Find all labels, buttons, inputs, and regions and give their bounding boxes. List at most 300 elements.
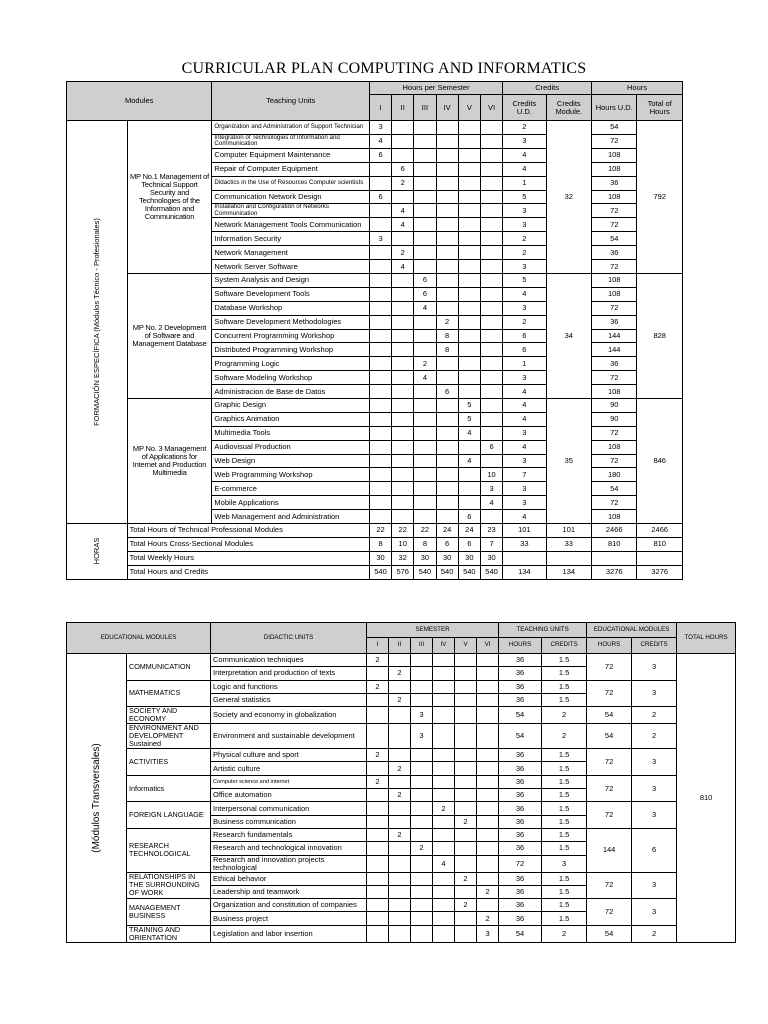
section-label-technical <box>67 121 128 524</box>
module-hours: 72 <box>587 802 632 829</box>
semester-hours <box>480 426 502 440</box>
semester-hours <box>480 232 502 246</box>
credits-ud: 3 <box>503 496 546 510</box>
semester-hours <box>392 399 414 413</box>
module-name: Informatics <box>127 775 211 802</box>
semester-total: 576 <box>392 565 414 579</box>
semester-hours <box>414 176 436 190</box>
semester-hours <box>411 855 433 872</box>
semester-total: 30 <box>414 551 436 565</box>
semester-hours <box>458 287 480 301</box>
didactic-unit: Research and technological innovation <box>211 842 367 855</box>
module-hours: 72 <box>587 775 632 802</box>
semester-hours <box>392 412 414 426</box>
semester-hours <box>389 654 411 667</box>
teaching-unit: Administracion de Base de Datos <box>212 385 370 399</box>
unit-credits: 2 <box>542 925 587 942</box>
header-credits-module: Credits Module. <box>546 95 591 121</box>
semester-hours <box>414 246 436 260</box>
credits-ud: 3 <box>503 218 546 232</box>
semester-hours <box>433 680 455 693</box>
hours-ud: 108 <box>592 510 637 524</box>
header-credits-2: CREDITS <box>632 638 677 654</box>
teaching-unit: Didactics in the Use of Resources Computer scientists <box>212 176 370 190</box>
semester-hours <box>433 815 455 828</box>
header-teaching-units: Teaching Units <box>212 82 370 121</box>
semester-hours: 6 <box>458 510 480 524</box>
semester-hours <box>436 260 458 274</box>
semester-hours: 8 <box>436 329 458 343</box>
semester-hours: 6 <box>414 287 436 301</box>
semester-hours <box>458 440 480 454</box>
semester-hours <box>392 315 414 329</box>
unit-hours: 36 <box>499 667 542 680</box>
semester-hours <box>433 693 455 706</box>
total-hours-ud <box>592 551 637 565</box>
semester-hours: 2 <box>367 680 389 693</box>
semester-hours <box>480 274 502 288</box>
teaching-unit: Computer Equipment Maintenance <box>212 148 370 162</box>
hours-ud: 72 <box>592 454 637 468</box>
hours-ud: 36 <box>592 357 637 371</box>
didactic-unit: Interpersonal communication <box>211 802 367 815</box>
teaching-unit: Software Development Methodologies <box>212 315 370 329</box>
semester-total: 10 <box>392 537 414 551</box>
semester-hours <box>458 134 480 148</box>
semester-hours <box>458 232 480 246</box>
didactic-unit: Interpretation and production of texts <box>211 667 367 680</box>
total-credits-ud: 101 <box>503 524 546 538</box>
semester-hours <box>414 121 436 135</box>
didactic-unit: Office automation <box>211 789 367 802</box>
semester-hours: 3 <box>480 482 502 496</box>
didactic-unit: Business project <box>211 912 367 925</box>
teaching-unit: Network Management <box>212 246 370 260</box>
teaching-unit: Programming Logic <box>212 357 370 371</box>
semester-hours <box>433 762 455 775</box>
semester-hours <box>458 385 480 399</box>
semester-total: 32 <box>392 551 414 565</box>
semester-hours: 3 <box>369 121 391 135</box>
module-name: ENVIRONMENT AND DEVELOPMENT Sustained <box>127 724 211 749</box>
module-credits: 3 <box>632 802 677 829</box>
credits-ud: 3 <box>503 426 546 440</box>
totals-row <box>67 551 683 565</box>
semester-hours: 4 <box>414 301 436 315</box>
teaching-unit: Multimedia Tools <box>212 426 370 440</box>
unit-credits: 1.5 <box>542 775 587 788</box>
section-label-text: (Módulos Transversales) <box>90 743 102 853</box>
semester-hours: 6 <box>436 385 458 399</box>
semester-hours <box>436 510 458 524</box>
total-hours-ud: 2466 <box>592 524 637 538</box>
module-credits: 34 <box>546 274 591 399</box>
semester-hours <box>455 680 477 693</box>
totals-label: Total Hours of Technical Professional Modules <box>127 524 369 538</box>
unit-credits: 1.5 <box>542 828 587 841</box>
semester-hours: 2 <box>455 899 477 912</box>
header-hours-per-semester: Hours per Semester <box>369 82 502 95</box>
semester-hours <box>455 667 477 680</box>
table-row <box>67 925 736 942</box>
semester-hours <box>477 828 499 841</box>
semester-hours: 4 <box>458 426 480 440</box>
semester-hours: 3 <box>411 707 433 724</box>
teaching-unit: Mobile Applications <box>212 496 370 510</box>
header-sem-3: III <box>414 95 436 121</box>
semester-hours <box>436 496 458 510</box>
semester-hours <box>414 162 436 176</box>
credits-ud: 4 <box>503 510 546 524</box>
unit-hours: 36 <box>499 680 542 693</box>
header-sem-5: V <box>455 638 477 654</box>
semester-hours <box>392 329 414 343</box>
hours-ud: 108 <box>592 440 637 454</box>
semester-hours <box>367 667 389 680</box>
semester-hours <box>477 789 499 802</box>
semester-hours <box>369 454 391 468</box>
module-hours: 72 <box>587 749 632 776</box>
semester-hours <box>480 315 502 329</box>
table-row <box>67 749 736 762</box>
unit-hours: 54 <box>499 724 542 749</box>
semester-hours <box>477 707 499 724</box>
semester-hours <box>458 176 480 190</box>
semester-hours <box>369 260 391 274</box>
semester-hours <box>414 510 436 524</box>
semester-hours <box>414 232 436 246</box>
unit-hours: 36 <box>499 899 542 912</box>
section-label-transversal <box>67 654 127 943</box>
semester-hours <box>369 399 391 413</box>
semester-hours <box>392 190 414 204</box>
hours-ud: 90 <box>592 399 637 413</box>
semester-hours <box>477 855 499 872</box>
module-name: MP No. 2 Development of Software and Management Database <box>127 274 212 399</box>
didactic-unit: Legislation and labor insertion <box>211 925 367 942</box>
semester-hours <box>369 274 391 288</box>
header-sem-5: V <box>458 95 480 121</box>
semester-hours: 2 <box>389 789 411 802</box>
semester-total: 22 <box>369 524 391 538</box>
credits-ud: 4 <box>503 440 546 454</box>
semester-hours <box>433 872 455 885</box>
section-label-text: FORMACIÓN ESPECÍFICA (Módulos Técnico - Profesionales) <box>91 218 101 426</box>
semester-hours <box>480 121 502 135</box>
semester-hours <box>458 162 480 176</box>
semester-hours <box>433 842 455 855</box>
semester-total: 30 <box>369 551 391 565</box>
module-name: MP No.1 Management of Technical Support Security and Technologies of the Information and Communication <box>127 121 212 274</box>
didactic-unit: Computer science and internet <box>211 775 367 788</box>
teaching-unit: Web Programming Workshop <box>212 468 370 482</box>
hours-ud: 108 <box>592 148 637 162</box>
didactic-unit: Business communication <box>211 815 367 828</box>
semester-hours <box>411 775 433 788</box>
semester-hours <box>369 162 391 176</box>
semester-hours <box>392 148 414 162</box>
module-credits: 6 <box>632 828 677 872</box>
semester-hours <box>458 468 480 482</box>
semester-hours <box>436 121 458 135</box>
semester-hours <box>369 426 391 440</box>
teaching-unit: Software Modeling Workshop <box>212 371 370 385</box>
semester-hours <box>480 454 502 468</box>
semester-hours <box>458 204 480 218</box>
semester-hours <box>392 385 414 399</box>
semester-hours <box>367 815 389 828</box>
unit-hours: 36 <box>499 693 542 706</box>
semester-hours: 4 <box>480 496 502 510</box>
semester-hours <box>414 412 436 426</box>
semester-hours: 2 <box>367 775 389 788</box>
semester-hours <box>411 667 433 680</box>
table-row <box>67 775 736 788</box>
semester-hours <box>455 707 477 724</box>
semester-hours <box>414 204 436 218</box>
total-hours-ud: 3276 <box>592 565 637 579</box>
unit-credits: 2 <box>542 724 587 749</box>
unit-hours: 36 <box>499 872 542 885</box>
unit-hours: 72 <box>499 855 542 872</box>
credits-ud: 6 <box>503 343 546 357</box>
semester-hours: 6 <box>369 190 391 204</box>
semester-hours <box>433 885 455 898</box>
semester-hours <box>480 148 502 162</box>
semester-hours <box>411 749 433 762</box>
unit-hours: 36 <box>499 762 542 775</box>
didactic-unit: Research and innovation projects technological <box>211 855 367 872</box>
semester-hours <box>455 912 477 925</box>
module-hours: 144 <box>587 828 632 872</box>
unit-credits: 1.5 <box>542 789 587 802</box>
totals-row <box>67 565 683 579</box>
header-educational-modules-2: EDUCATIONAL MODULES <box>587 623 677 638</box>
unit-credits: 1.5 <box>542 872 587 885</box>
semester-hours <box>480 399 502 413</box>
module-credits: 3 <box>632 872 677 899</box>
hours-ud: 90 <box>592 412 637 426</box>
semester-hours <box>480 218 502 232</box>
semester-hours <box>436 232 458 246</box>
semester-hours <box>455 724 477 749</box>
semester-hours <box>458 260 480 274</box>
table-row <box>67 828 736 841</box>
module-name: MP No. 3 Management of Applications for Internet and Production Multimedia <box>127 399 212 524</box>
semester-hours <box>369 357 391 371</box>
semester-hours <box>367 925 389 942</box>
semester-hours <box>389 855 411 872</box>
semester-hours <box>480 190 502 204</box>
unit-credits: 1.5 <box>542 680 587 693</box>
hours-ud: 72 <box>592 134 637 148</box>
semester-hours <box>411 912 433 925</box>
semester-hours <box>411 654 433 667</box>
header-sem-1: I <box>369 95 391 121</box>
hours-ud: 108 <box>592 162 637 176</box>
semester-hours <box>455 775 477 788</box>
semester-hours <box>367 724 389 749</box>
total-credits-ud <box>503 551 546 565</box>
header-didactic-units: DIDACTIC UNITS <box>211 623 367 654</box>
semester-hours <box>455 693 477 706</box>
module-name: COMMUNICATION <box>127 654 211 681</box>
teaching-unit: Network Server Software <box>212 260 370 274</box>
module-credits: 35 <box>546 399 591 524</box>
semester-hours <box>458 482 480 496</box>
credits-ud: 4 <box>503 148 546 162</box>
unit-credits: 1.5 <box>542 842 587 855</box>
semester-hours <box>433 724 455 749</box>
unit-hours: 36 <box>499 802 542 815</box>
semester-hours: 6 <box>480 440 502 454</box>
semester-hours <box>433 775 455 788</box>
unit-credits: 1.5 <box>542 885 587 898</box>
semester-hours <box>477 899 499 912</box>
header-sem-2: II <box>389 638 411 654</box>
unit-credits: 1.5 <box>542 749 587 762</box>
totals-label: Total Hours Cross-Sectional Modules <box>127 537 369 551</box>
semester-hours <box>369 412 391 426</box>
didactic-unit: Ethical behavior <box>211 872 367 885</box>
hours-ud: 144 <box>592 343 637 357</box>
module-credits: 2 <box>632 707 677 724</box>
semester-hours <box>392 482 414 496</box>
semester-hours <box>436 301 458 315</box>
didactic-unit: Communication techniques <box>211 654 367 667</box>
header-sem-4: IV <box>436 95 458 121</box>
semester-hours <box>414 343 436 357</box>
semester-hours <box>369 496 391 510</box>
semester-hours <box>369 510 391 524</box>
unit-hours: 54 <box>499 707 542 724</box>
module-credits: 2 <box>632 724 677 749</box>
semester-hours <box>455 855 477 872</box>
semester-hours <box>458 496 480 510</box>
module-hours: 54 <box>587 724 632 749</box>
semester-hours <box>369 385 391 399</box>
semester-hours <box>414 260 436 274</box>
semester-hours <box>458 190 480 204</box>
semester-hours: 10 <box>480 468 502 482</box>
semester-hours <box>369 315 391 329</box>
semester-hours <box>367 842 389 855</box>
module-name: RELATIONSHIPS IN THE SURROUNDING OF WORK <box>127 872 211 899</box>
teaching-unit: Web Design <box>212 454 370 468</box>
semester-hours <box>392 134 414 148</box>
semester-hours <box>436 371 458 385</box>
semester-hours: 4 <box>433 855 455 872</box>
semester-hours <box>433 912 455 925</box>
semester-hours: 3 <box>369 232 391 246</box>
semester-hours <box>458 329 480 343</box>
module-credits: 32 <box>546 121 591 274</box>
semester-hours <box>389 912 411 925</box>
semester-total: 8 <box>414 537 436 551</box>
semester-hours <box>411 789 433 802</box>
didactic-unit: General statistics <box>211 693 367 706</box>
header-sem-2: II <box>392 95 414 121</box>
semester-hours <box>458 148 480 162</box>
header-sem-6: VI <box>480 95 502 121</box>
semester-hours <box>433 707 455 724</box>
semester-hours: 2 <box>367 749 389 762</box>
semester-hours <box>480 287 502 301</box>
header-total-hours: Total of Hours <box>637 95 683 121</box>
semester-hours <box>389 724 411 749</box>
semester-total: 22 <box>392 524 414 538</box>
credits-ud: 3 <box>503 134 546 148</box>
semester-total: 540 <box>369 565 391 579</box>
semester-hours <box>369 176 391 190</box>
semester-hours <box>367 762 389 775</box>
unit-credits: 1.5 <box>542 899 587 912</box>
teaching-unit: E-commerce <box>212 482 370 496</box>
didactic-unit: Research fundamentals <box>211 828 367 841</box>
totals-label: Total Weekly Hours <box>127 551 369 565</box>
semester-hours <box>414 468 436 482</box>
semester-total: 30 <box>480 551 502 565</box>
semester-hours <box>480 329 502 343</box>
semester-hours: 6 <box>392 162 414 176</box>
header-sem-3: III <box>411 638 433 654</box>
semester-hours: 2 <box>411 842 433 855</box>
module-credits: 3 <box>632 749 677 776</box>
semester-hours <box>458 246 480 260</box>
semester-total: 540 <box>480 565 502 579</box>
unit-hours: 36 <box>499 815 542 828</box>
semester-total: 540 <box>458 565 480 579</box>
teaching-unit: Information Security <box>212 232 370 246</box>
semester-hours <box>480 162 502 176</box>
semester-hours <box>414 218 436 232</box>
semester-hours: 5 <box>458 399 480 413</box>
semester-hours <box>433 667 455 680</box>
module-name: MANAGEMENT BUSINESS <box>127 899 211 926</box>
semester-hours <box>369 329 391 343</box>
module-credits: 3 <box>632 775 677 802</box>
semester-hours <box>414 482 436 496</box>
semester-hours <box>436 357 458 371</box>
total-credits-ud: 33 <box>503 537 546 551</box>
semester-hours <box>367 872 389 885</box>
semester-hours <box>477 667 499 680</box>
total-hours <box>637 551 683 565</box>
semester-hours <box>392 121 414 135</box>
credits-ud: 2 <box>503 315 546 329</box>
unit-credits: 3 <box>542 855 587 872</box>
semester-hours <box>367 693 389 706</box>
semester-hours <box>369 218 391 232</box>
semester-hours <box>369 287 391 301</box>
table-row <box>67 680 736 693</box>
total-hours: 3276 <box>637 565 683 579</box>
unit-credits: 2 <box>542 707 587 724</box>
module-name: FOREIGN LANGUAGE <box>127 802 211 829</box>
semester-hours: 2 <box>477 912 499 925</box>
table-row <box>67 872 736 885</box>
semester-hours: 3 <box>411 724 433 749</box>
semester-hours <box>411 693 433 706</box>
semester-hours <box>455 828 477 841</box>
teaching-unit: Web Management and Administration <box>212 510 370 524</box>
unit-credits: 1.5 <box>542 654 587 667</box>
semester-hours <box>389 775 411 788</box>
semester-hours: 2 <box>414 357 436 371</box>
didactic-unit: Society and economy in globalization <box>211 707 367 724</box>
unit-credits: 1.5 <box>542 802 587 815</box>
semester-hours <box>480 357 502 371</box>
